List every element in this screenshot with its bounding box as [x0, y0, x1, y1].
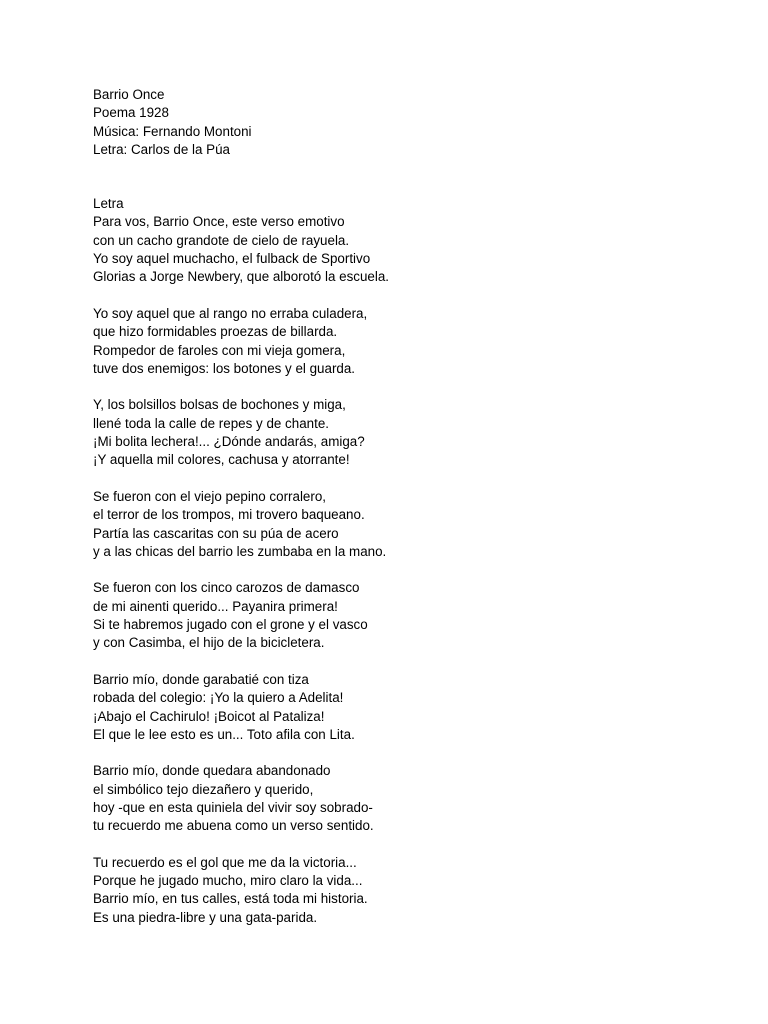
verse-line: robada del colegio: ¡Yo la quiero a Adelita! [93, 690, 344, 706]
stanza [93, 305, 733, 378]
stanza [93, 854, 733, 927]
verse-line: y con Casimba, el hijo de la bicicletera. [93, 635, 325, 651]
song-header [93, 86, 733, 159]
verse-line: Barrio mío, donde garabatié con tiza [93, 671, 309, 687]
verse-line: Si te habremos jugado con el grone y el vasco [93, 617, 368, 633]
verse-line: Yo soy aquel que al rango no erraba culadera, [93, 305, 368, 321]
stanza [93, 396, 733, 469]
verse-line: ¡Y aquella mil colores, cachusa y atorrante! [93, 452, 350, 468]
verse-line: Porque he jugado mucho, miro claro la vida... [93, 873, 363, 889]
song-title: Barrio Once [93, 87, 165, 102]
verse-line: tu recuerdo me abuena como un verso sentido. [93, 818, 374, 834]
stanza [93, 213, 733, 286]
lyrics-section-label: Letra [93, 196, 124, 212]
verse-line: Rompedor de faroles con mi vieja gomera, [93, 342, 346, 358]
verse-line: Es una piedra-libre y una gata-parida. [93, 909, 318, 925]
verse-line: Y, los bolsillos bolsas de bochones y miga, [93, 397, 346, 413]
verse-line: Glorias a Jorge Newbery, que alborotó la escuela. [93, 269, 389, 285]
verse-line: y a las chicas del barrio les zumbaba en la mano. [93, 543, 387, 559]
stanza [93, 762, 733, 835]
verse-line: hoy -que en esta quiniela del vivir soy sobrado- [93, 799, 373, 815]
stanza [93, 671, 733, 744]
verse-line: Se fueron con los cinco carozos de damasco [93, 580, 360, 596]
verse-line: Partía las cascaritas con su púa de acero [93, 525, 339, 541]
verse-line: Tu recuerdo es el gol que me da la victoria... [93, 854, 357, 870]
verse-line: ¡Mi bolita lechera!... ¿Dónde andarás, amiga? [93, 434, 365, 450]
document-body [93, 86, 733, 945]
verse-line: Barrio mío, donde quedara abandonado [93, 763, 331, 779]
verse-line: de mi ainenti querido... Payanira primera! [93, 598, 338, 614]
verse-line: Para vos, Barrio Once, este verso emotivo [93, 214, 345, 230]
verse-line: Barrio mío, en tus calles, está toda mi historia. [93, 891, 368, 907]
stanza [93, 579, 733, 652]
verse-line: El que le lee esto es un... Toto afila con Lita. [93, 726, 355, 742]
verse-line: llené toda la calle de repes y de chante. [93, 415, 329, 431]
lyrics-credit: Letra: Carlos de la Púa [93, 141, 230, 157]
verse-line: el terror de los trompos, mi trovero baqueano. [93, 507, 365, 523]
poem-year: Poema 1928 [93, 105, 169, 121]
verse-line: el simbólico tejo diezañero y querido, [93, 781, 314, 797]
stanza [93, 488, 733, 561]
verse-line: tuve dos enemigos: los botones y el guarda. [93, 360, 356, 376]
verse-line: con un cacho grandote de cielo de rayuela. [93, 232, 350, 248]
verse-line: Yo soy aquel muchacho, el fulback de Sportivo [93, 251, 371, 267]
verse-line: ¡Abajo el Cachirulo! ¡Boicot al Pataliza! [93, 708, 325, 724]
verse-line: Se fueron con el viejo pepino corralero, [93, 488, 326, 504]
verse-line: que hizo formidables proezas de billarda. [93, 324, 338, 340]
music-credit: Música: Fernando Montoni [93, 123, 252, 139]
